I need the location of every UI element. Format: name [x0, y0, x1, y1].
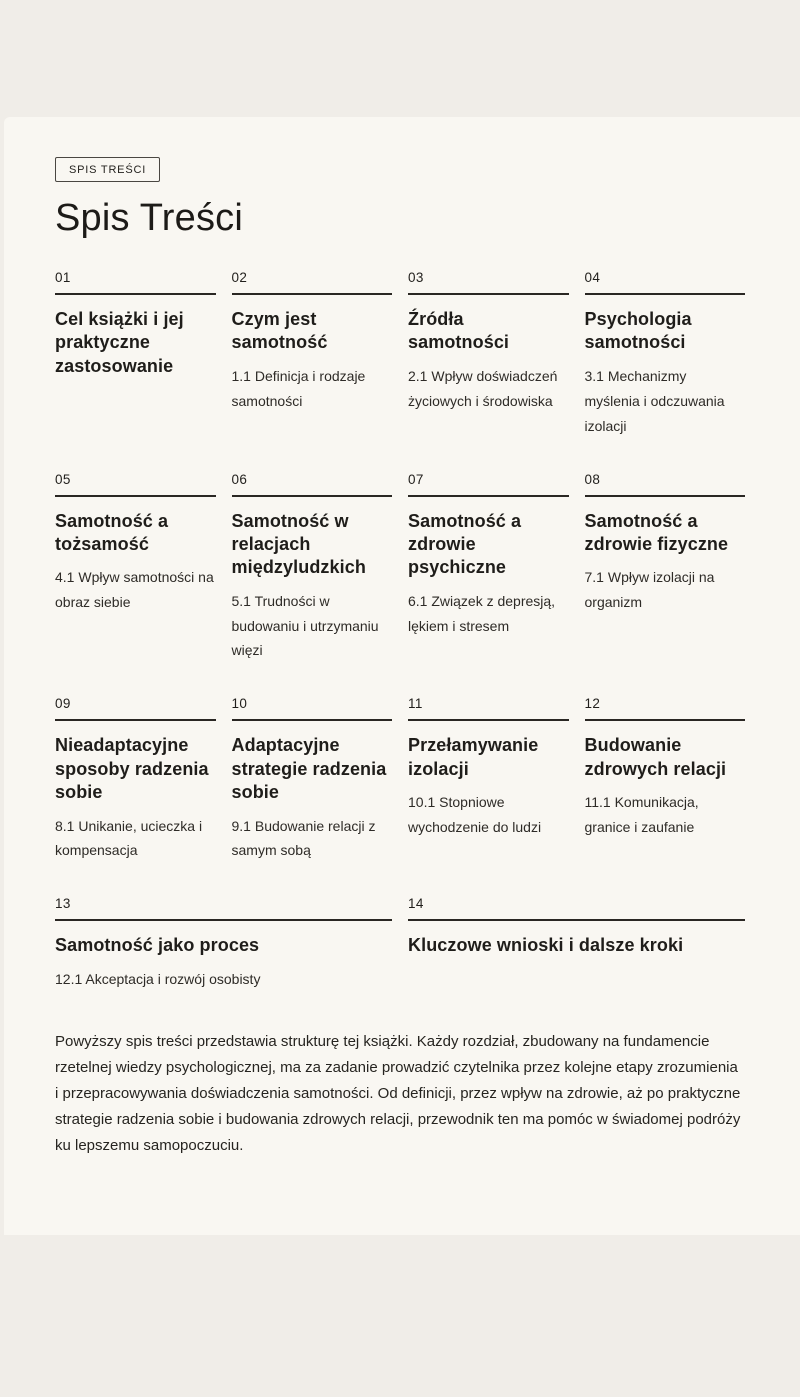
chapter-title[interactable]: Samotność a zdrowie psychiczne — [408, 510, 522, 578]
toc-summary-paragraph: Powyższy spis treści przedstawia strukturę tej książki. Każdy rozdział, zbudowany na fundamencie rzetelnej wiedzy psychologicznej, ma za zadanie prowadzić czytelnika przez kolejne etapy zrozumienia i przepracowywania doświadczenia samotności. Od definicji, przez wpływ na zdrowie, aż po praktyczne strategie radzenia sobie i budowania zdrowych relacji, przewodnik ten ma pomóc w świadomej podróży ku lepszemu samopoczuciu. — [55, 1032, 741, 1155]
chapter-subsection: 3.1 Mechanizmy myślenia i odczuwania izolacji — [584, 367, 725, 434]
chapter-number: 14 — [408, 896, 745, 921]
chapter-subsection: 5.1 Trudności w budowaniu i utrzymaniu więzi — [231, 592, 379, 659]
chapter-title[interactable]: Samotność a zdrowie fizyczne — [584, 510, 729, 554]
chapter-number: 04 — [585, 270, 746, 295]
toc-content — [4, 117, 800, 1159]
chapter-number: 07 — [408, 472, 569, 497]
chapter-item-09 — [55, 696, 216, 863]
chapter-subsection: 10.1 Stopniowe wychodzenie do ludzi — [408, 794, 542, 836]
chapter-subsection: 8.1 Unikanie, ucieczka i kompensacja — [55, 817, 203, 859]
chapter-title[interactable]: Samotność jako proces — [55, 935, 260, 956]
chapter-title[interactable]: Samotność w relacjach międzyludzkich — [231, 510, 366, 578]
toc-grid — [55, 270, 745, 992]
chapter-number: 02 — [232, 270, 393, 295]
chapter-item-05 — [55, 472, 216, 664]
chapter-item-07 — [408, 472, 569, 664]
chapter-item-01 — [55, 270, 216, 439]
chapter-item-12 — [585, 696, 746, 863]
chapter-subsection: 1.1 Definicja i rodzaje samotności — [231, 367, 366, 409]
chapter-title[interactable]: Samotność a tożsamość — [55, 510, 169, 554]
chapter-number: 08 — [585, 472, 746, 497]
chapter-item-02 — [232, 270, 393, 439]
chapter-subsection: 11.1 Komunikacja, granice i zaufanie — [584, 794, 699, 836]
chapter-item-08 — [585, 472, 746, 664]
chapter-subsection: 4.1 Wpływ samotności na obraz siebie — [55, 569, 214, 611]
chapter-item-11 — [408, 696, 569, 863]
chapter-item-14 — [408, 896, 745, 991]
chapter-number: 01 — [55, 270, 216, 295]
chapter-number: 05 — [55, 472, 216, 497]
chapter-number: 03 — [408, 270, 569, 295]
chapter-title[interactable]: Źródła samotności — [408, 309, 510, 353]
chapter-number: 11 — [408, 696, 569, 721]
chapter-item-03 — [408, 270, 569, 439]
toc-page-card — [4, 117, 800, 1235]
chapter-title[interactable]: Czym jest samotność — [231, 309, 328, 353]
chapter-title[interactable]: Psychologia samotności — [584, 309, 692, 353]
chapter-title[interactable]: Cel książki i jej praktyczne zastosowanie — [55, 309, 184, 376]
chapter-number: 12 — [585, 696, 746, 721]
chapter-title[interactable]: Nieadaptacyjne sposoby radzenia sobie — [55, 735, 209, 803]
chapter-subsection: 7.1 Wpływ izolacji na organizm — [584, 569, 715, 611]
chapter-title[interactable]: Adaptacyjne strategie radzenia sobie — [231, 735, 387, 803]
chapter-number: 10 — [232, 696, 393, 721]
chapter-number: 09 — [55, 696, 216, 721]
chapter-item-04 — [585, 270, 746, 439]
page-title: Spis Treści — [55, 197, 244, 239]
chapter-title[interactable]: Budowanie zdrowych relacji — [584, 735, 727, 779]
section-tag-badge: SPIS TREŚCI — [55, 157, 160, 182]
chapter-number: 13 — [55, 896, 392, 921]
chapter-number: 06 — [232, 472, 393, 497]
chapter-subsection: 6.1 Związek z depresją, lękiem i stresem — [408, 592, 556, 634]
chapter-subsection: 2.1 Wpływ doświadczeń życiowych i środowiska — [408, 367, 558, 409]
chapter-title[interactable]: Przełamywanie izolacji — [408, 735, 539, 779]
chapter-item-06 — [232, 472, 393, 664]
chapter-item-10 — [232, 696, 393, 863]
chapter-item-13 — [55, 896, 392, 991]
chapter-subsection: 9.1 Budowanie relacji z samym sobą — [231, 817, 376, 859]
chapter-title[interactable]: Kluczowe wnioski i dalsze kroki — [408, 935, 684, 956]
chapter-subsection: 12.1 Akceptacja i rozwój osobisty — [55, 970, 261, 987]
